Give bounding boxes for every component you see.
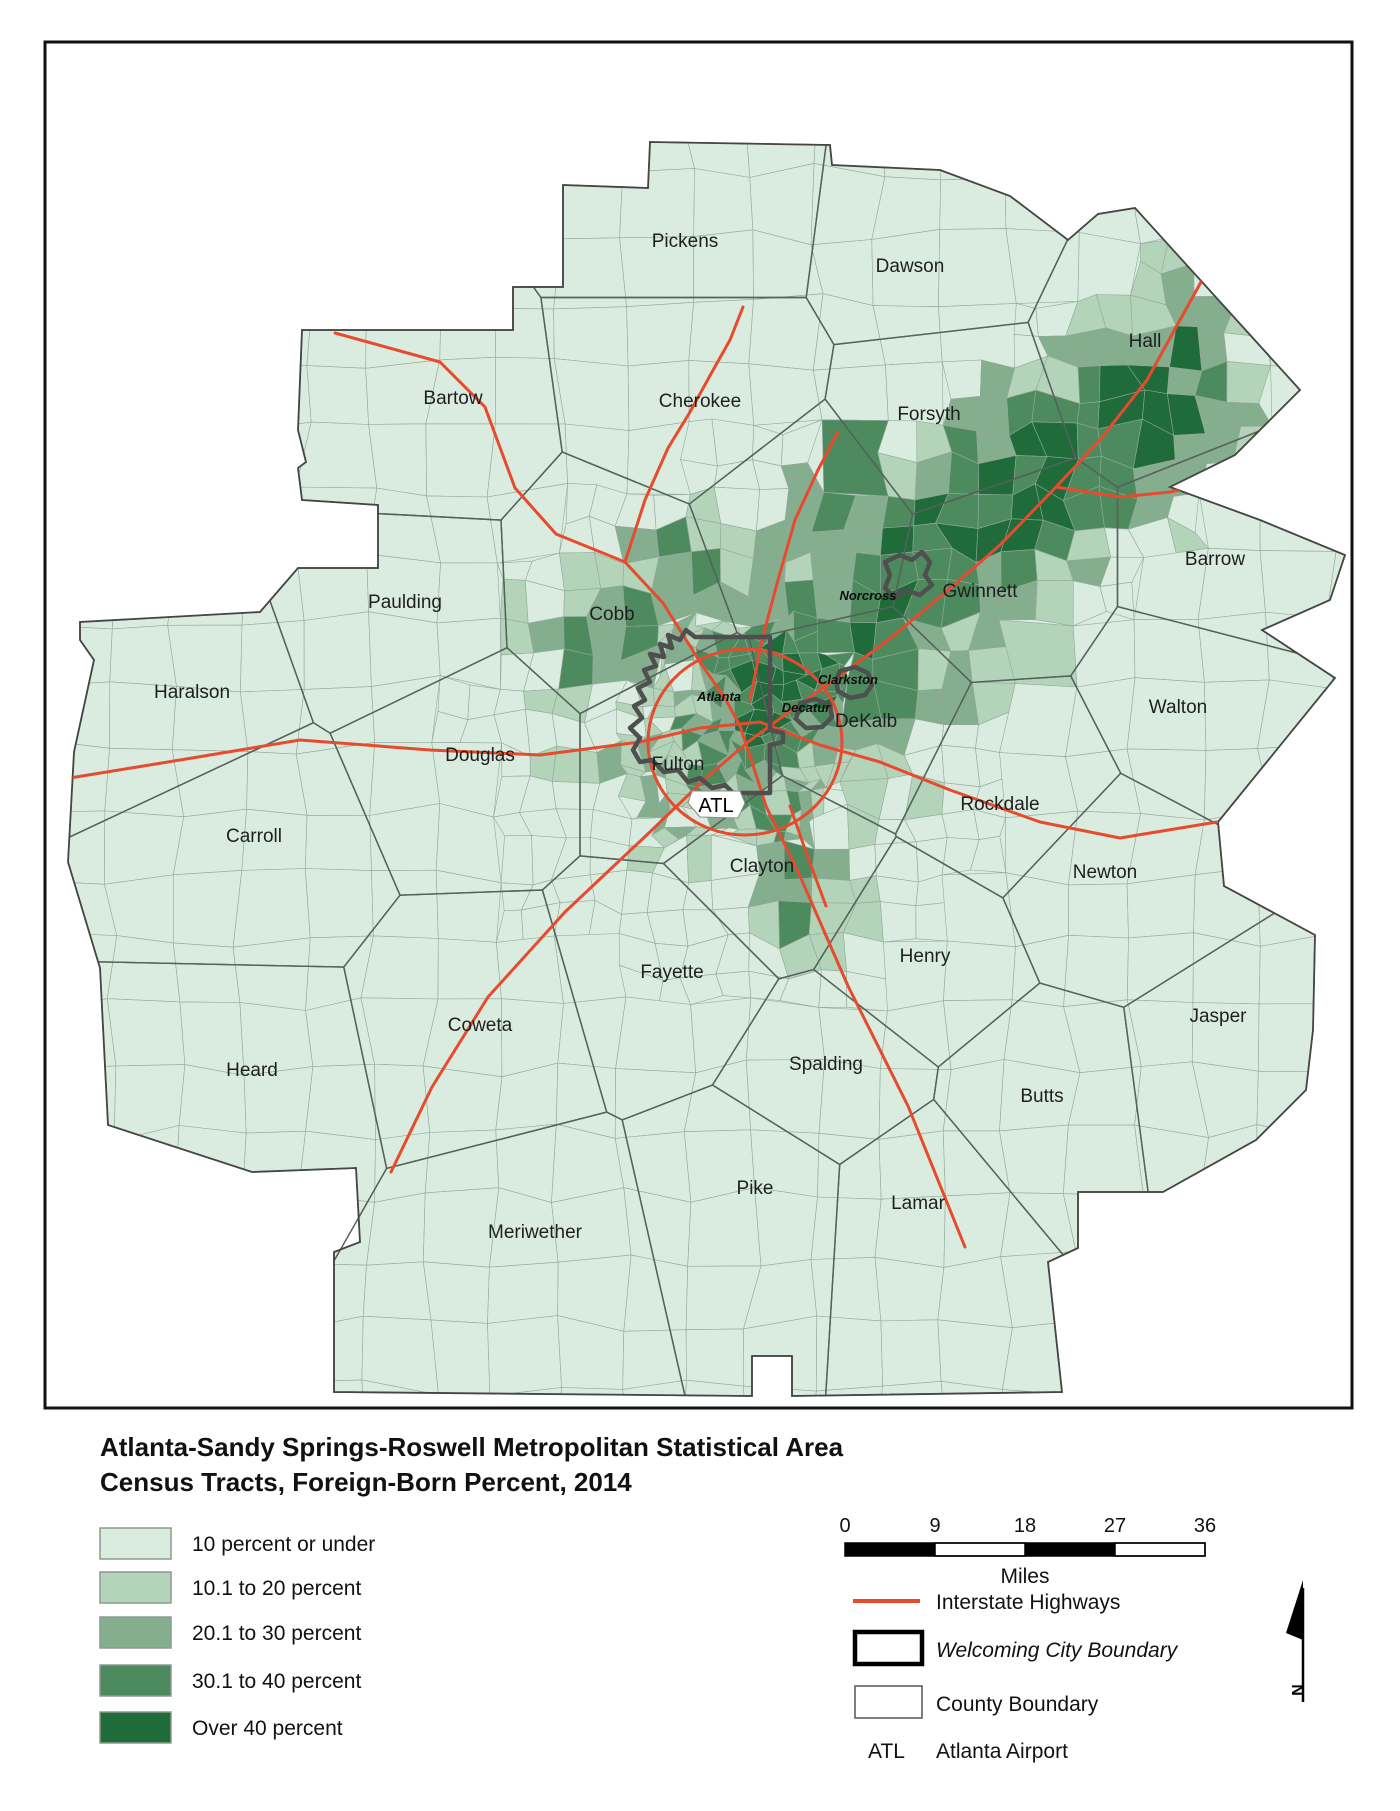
county-label-heard: Heard <box>226 1060 278 1081</box>
legend-label-class4: 30.1 to 40 percent <box>192 1670 362 1693</box>
city-label-decatur: Decatur <box>781 700 831 715</box>
scale-tick-36: 36 <box>1193 1515 1217 1537</box>
city-label-norcross: Norcross <box>839 588 897 603</box>
symbol-legend <box>853 1591 1179 1763</box>
airport-legend-label: Atlanta Airport <box>936 1740 1068 1763</box>
city-label-atlanta: Atlanta <box>696 689 742 704</box>
county-label-butts: Butts <box>1020 1086 1064 1107</box>
county-label-fayette: Fayette <box>640 962 704 983</box>
county-label-lamar: Lamar <box>891 1193 945 1214</box>
county-label-bartow: Bartow <box>423 388 483 409</box>
scale-tick-0: 0 <box>839 1515 851 1537</box>
scale-tick-18: 18 <box>1013 1515 1037 1537</box>
legend-swatch-class1 <box>100 1528 171 1559</box>
welcoming-boundary-sample <box>855 1632 922 1664</box>
county-label-meriwether: Meriwether <box>488 1222 582 1243</box>
county-label-dawson: Dawson <box>875 256 945 277</box>
legend-swatch-class2 <box>100 1572 171 1603</box>
welcoming-boundary-label: Welcoming City Boundary <box>936 1639 1178 1662</box>
scale-tick-27: 27 <box>1103 1515 1127 1537</box>
scale-tick-9: 9 <box>929 1515 941 1537</box>
city-label-clarkston: Clarkston <box>818 672 878 687</box>
county-label-douglas: Douglas <box>445 745 515 766</box>
scale-unit-label: Miles <box>1000 1565 1050 1588</box>
legend-swatch-class5 <box>100 1712 171 1743</box>
legend-swatch-class3 <box>100 1617 171 1648</box>
county-label-pike: Pike <box>736 1178 774 1199</box>
county-label-carroll: Carroll <box>226 826 282 847</box>
county-label-paulding: Paulding <box>368 592 442 613</box>
county-label-spalding: Spalding <box>789 1054 863 1075</box>
legend-swatch-class4 <box>100 1665 171 1696</box>
north-arrow <box>1286 1580 1305 1702</box>
interstate-legend-label: Interstate Highways <box>936 1591 1121 1614</box>
county-label-gwinnett: Gwinnett <box>942 581 1018 602</box>
county-label-cherokee: Cherokee <box>658 391 742 412</box>
north-arrow-head <box>1286 1580 1303 1640</box>
county-label-coweta: Coweta <box>447 1015 513 1036</box>
county-label-fulton: Fulton <box>651 754 705 775</box>
map-title-line2: Census Tracts, Foreign-Born Percent, 2014 <box>100 1467 632 1497</box>
legend-label-class5: Over 40 percent <box>192 1717 343 1740</box>
scale-bar <box>839 1515 1216 1588</box>
county-label-rockdale: Rockdale <box>960 794 1040 815</box>
airport-abbr-label: ATL <box>868 1740 905 1763</box>
scale-seg-4 <box>1115 1543 1205 1556</box>
scale-seg-1 <box>845 1543 935 1556</box>
county-label-cobb: Cobb <box>589 604 635 625</box>
county-label-jasper: Jasper <box>1189 1006 1247 1027</box>
county-boundary-label: County Boundary <box>936 1693 1099 1716</box>
legend-label-class3: 20.1 to 30 percent <box>192 1622 362 1645</box>
scale-seg-3 <box>1025 1543 1115 1556</box>
north-arrow-n: N <box>1288 1684 1305 1696</box>
legend-label-class1: 10 percent or under <box>192 1533 376 1556</box>
county-label-dekalb: DeKalb <box>834 711 898 732</box>
county-label-pickens: Pickens <box>651 231 719 252</box>
county-label-walton: Walton <box>1148 697 1208 718</box>
airport-map-label: ATL <box>698 795 734 817</box>
county-label-hall: Hall <box>1128 331 1162 352</box>
county-label-henry: Henry <box>899 946 951 967</box>
county-label-clayton: Clayton <box>729 856 795 877</box>
county-label-haralson: Haralson <box>153 682 231 703</box>
choropleth-legend <box>100 1528 375 1743</box>
county-boundary-sample <box>855 1686 922 1718</box>
county-label-barrow: Barrow <box>1184 549 1246 570</box>
map-title-line1: Atlanta-Sandy Springs-Roswell Metropolitan Statistical Area <box>100 1432 844 1462</box>
county-label-forsyth: Forsyth <box>897 404 961 425</box>
legend-label-class2: 10.1 to 20 percent <box>192 1577 362 1600</box>
scale-seg-2 <box>935 1543 1025 1556</box>
county-label-newton: Newton <box>1072 862 1138 883</box>
